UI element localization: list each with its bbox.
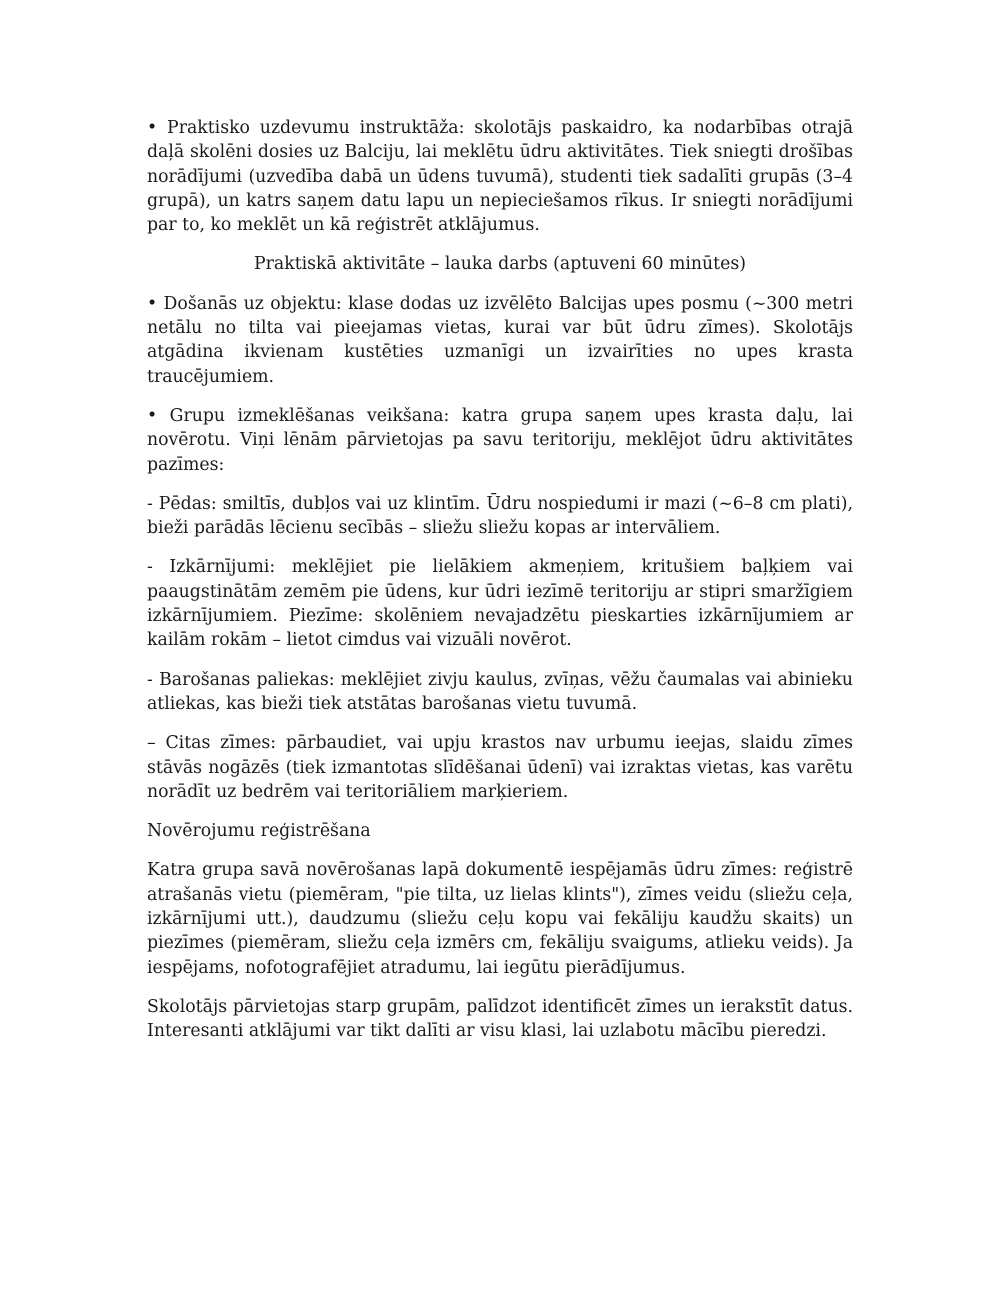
document-page <box>147 116 853 1059</box>
paragraph-grupu-izmeklesana: • Grupu izmeklēšanas veikšana: katra grupa saņem upes krasta daļu, lai novērotu. Viņi lēnām pārvietojas pa savu teritoriju, meklējot ūdru aktivitātes pazīmes: <box>147 405 853 475</box>
paragraph-skolotajs: Skolotājs pārvietojas starp grupām, palīdzot identificēt zīmes un ierakstīt datus. Interesanti atklājumi var tikt dalīti ar visu klasi, lai uzlabotu mācību pieredzi. <box>147 996 853 1042</box>
paragraph-dosanas: • Došanās uz objektu: klase dodas uz izvēlēto Balcijas upes posmu (~300 metri netālu no tilta vai pieejamas vietas, kurai var būt ūdru zīmes). Skolotājs atgādina ikvienam kustēties uzmanīgi un izvairīties no upes krasta traucējumiem. <box>147 293 853 387</box>
paragraph-pedas: - Pēdas: smiltīs, dubļos vai uz klintīm. Ūdru nospiedumi ir mazi (~6–8 cm plati), bieži parādās lēcienu secībās – sliežu sliežu kopas ar intervāliem. <box>147 493 853 539</box>
paragraph-barosanas-paliekas: - Barošanas paliekas: meklējiet zivju kaulus, zvīņas, vēžu čaumalas vai abinieku atliekas, kas bieži tiek atstātas barošanas vietu tuvumā. <box>147 669 853 714</box>
section-heading-registresana: Novērojumu reģistrēšana <box>147 821 371 842</box>
paragraph-citas-zimes: – Citas zīmes: pārbaudiet, vai upju krastos nav urbumu ieejas, slaidu zīmes stāvās nogāzēs (tiek izmantotas slīdēšanai ūdenī) vai izraktas vietas, kas varētu norādīt uz bedrēm vai teritoriāliem marķieriem. <box>147 733 853 802</box>
section-heading-praktiska-aktivitate: Praktiskā aktivitāte – lauka darbs (aptuveni 60 minūtes) <box>254 254 746 275</box>
paragraph-katra-grupa: Katra grupa savā novērošanas lapā dokumentē iespējamās ūdru zīmes: reģistrē atrašanās vietu (piemēram, "pie tilta, uz lielas klints"), zīmes veidu (sliežu ceļa, izkārnījumi utt.), daudzumu (sliežu ceļu kopu vai fekāliju kaudžu skaits) un piezīmes (piemēram, sliežu ceļa izmērs cm, fekāliju svaigums, atlieku veids). Ja iespējams, nofotografējiet atradumu, lai iegūtu pierādījumus. <box>147 860 853 978</box>
paragraph-instruktaza: • Praktisko uzdevumu instruktāža: skolotājs paskaidro, ka nodarbības otrajā daļā skolēni dosies uz Balciju, lai meklētu ūdru aktivitātes. Tiek sniegti drošības norādījumi (uzvedība dabā un ūdens tuvumā), studenti tiek sadalīti grupās (3–4 grupā), un katrs saņem datu lapu un nepieciešamos rīkus. Ir sniegti norādījumi par to, ko meklēt un kā reģistrēt atklājumus. <box>147 118 853 236</box>
paragraph-izkarnijumi: - Izkārnījumi: meklējiet pie lielākiem akmeņiem, kritušiem baļķiem vai paaugstinātām zemēm pie ūdens, kur ūdri iezīmē teritoriju ar stipri smaržīgiem izkārnījumiem. Piezīme: skolēniem nevajadzētu pieskarties izkārnījumiem ar kailām rokām – lietot cimdus vai vizuāli novērot. <box>147 557 853 651</box>
